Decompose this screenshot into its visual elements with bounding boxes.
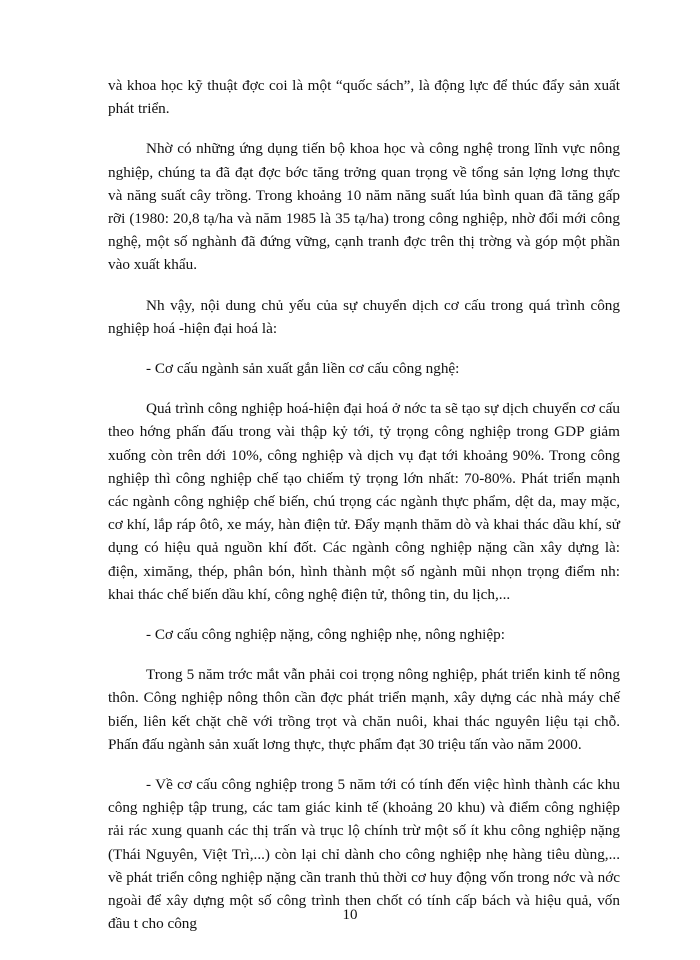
paragraph-industrialization-process: Quá trình công nghiệp hoá-hiện đại hoá ở nớc ta sẽ tạo sự dịch chuyển cơ cấu theo hớng phấn đấu trong vài thập kỷ tới, tỷ trọng công nghiệp trong GDP giảm xuống còn trên dới 10%, công nghiệp và dịch vụ đạt tới khoảng 90%. Trong công nghiệp thì công nghiệp chế tạo chiếm tỷ trọng lớn nhất: 70-80%. Phát triển mạnh các ngành công nghiệp chế biến, chú trọng các ngành thực phẩm, dệt da, may mặc, cơ khí, lắp ráp ôtô, xe máy, hàn điện tử. Đẩy mạnh thăm dò và khai thác dầu khí, sử dụng có hiệu quả nguồn khí đốt. Các ngành công nghiệp nặng cần xây dựng là: điện, ximăng, thép, phân bón, hình thành một số ngành mũi nhọn trọng điểm nh: khai thác chế biến dầu khí, công nghệ điện tử, thông tin, du lịch,... [108, 400, 620, 603]
paragraph-five-year-agriculture: Trong 5 năm trớc mắt vẫn phải coi trọng nông nghiệp, phát triển kinh tế nông thôn. Công nghiệp nông thôn cần đợc phát triển mạnh, xây dựng các nhà máy chế biến, liên kết chặt chẽ với trồng trọt và chăn nuôi, khai thác nguyên liệu tại chỗ. Phấn đấu ngành sản xuất lơng thực, thực phẩm đạt 30 triệu tấn vào năm 2000. [108, 666, 620, 753]
heading-industry-structure: - Cơ cấu ngành sản xuất gắn liền cơ cấu công nghệ: [146, 360, 460, 378]
paragraph-industrial-zones: - Về cơ cấu công nghiệp trong 5 năm tới có tính đến việc hình thành các khu công nghiệp tập trung, các tam giác kinh tế (khoảng 20 khu) và điểm công nghiệp rải rác xung quanh các thị trấn và trục lộ chính trừ một số ít khu công nghiệp nặng (Thái Nguyên, Việt Trì,...) còn lại chỉ dành cho công nghiệp nhẹ hàng tiêu dùng,... về phát triển công nghiệp nặng cần tranh thủ thời cơ huy động vốn trong nớc và nớc ngoài để xây dựng một số công trình then chốt có tính cấp bách và hiệu quả, vốn đầu t cho công [108, 776, 620, 933]
heading-heavy-light-agriculture: - Cơ cấu công nghiệp nặng, công nghiệp nhẹ, nông nghiệp: [146, 626, 505, 644]
document-page [108, 74, 620, 953]
paragraph-technology-applications: Nhờ có những ứng dụng tiến bộ khoa học và công nghệ trong lĩnh vực nông nghiệp, chúng ta đã đạt đợc bớc tăng trởng quan trọng về tổng sản lợng lơng thực và năng suất cây trồng. Trong khoảng 10 năm năng suất lúa bình quan đã tăng gấp rỡi (1980: 20,8 tạ/ha và năm 1985 là 35 tạ/ha) trong công nghiệp, nhờ đổi mới công nghệ, một số nghành đã đứng vững, cạnh tranh đợc trên thị trờng và góp một phần vào xuất khẩu. [108, 140, 620, 274]
page-number: 10 [342, 907, 358, 923]
paragraph-main-content: Nh vậy, nội dung chủ yếu của sự chuyển dịch cơ cấu trong quá trình công nghiệp hoá -hiện đại hoá là: [108, 296, 620, 337]
paragraph-continuation: và khoa học kỹ thuật đợc coi là một “quốc sách”, là động lực để thúc đẩy sản xuất phát triển. [108, 77, 620, 118]
